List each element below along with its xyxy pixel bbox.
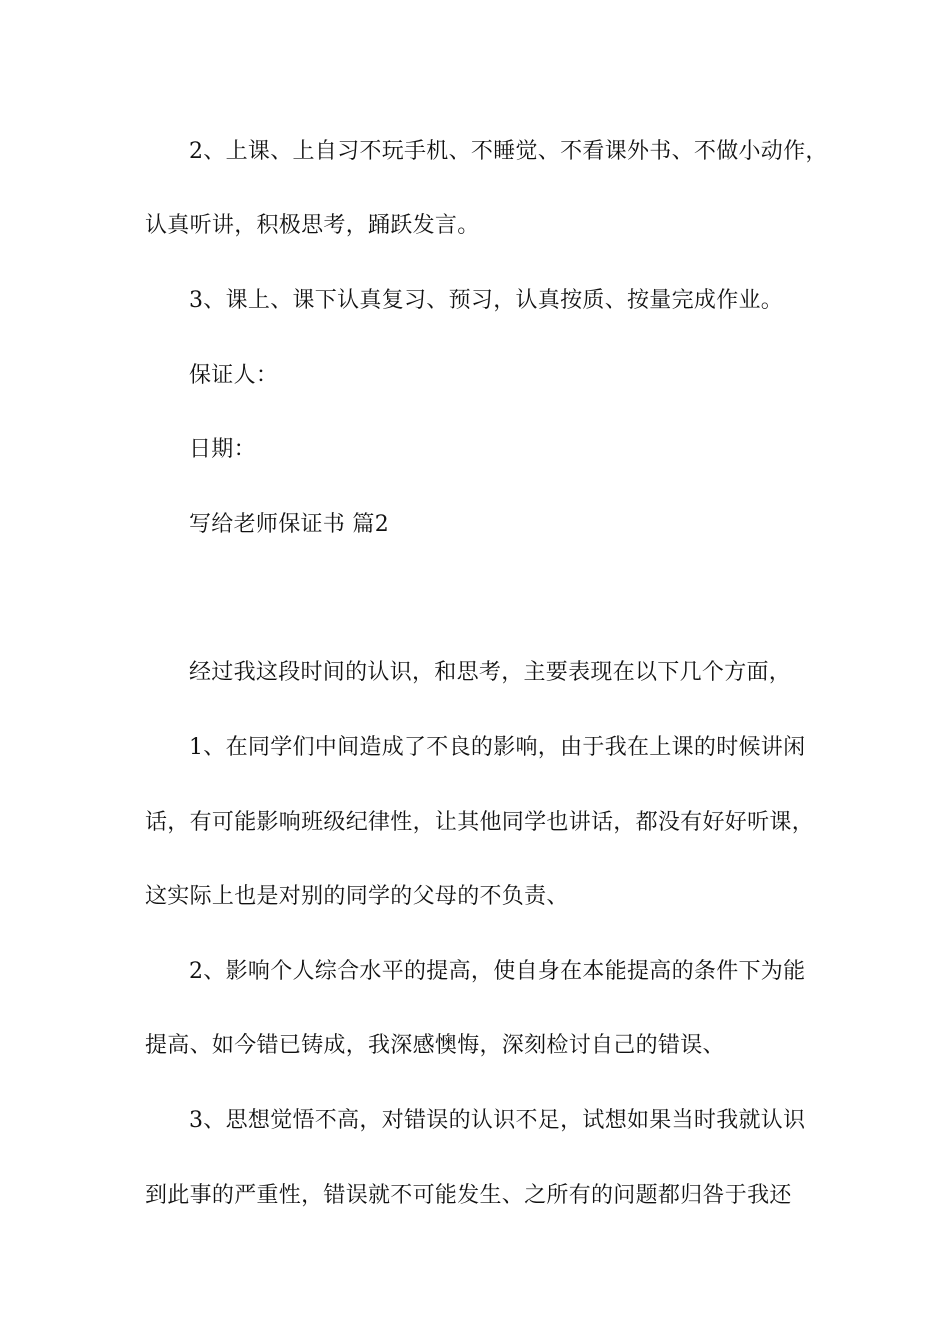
paragraph-line: 1、在同学们中间造成了不良的影响，由于我在上课的时候讲闲 [189, 735, 806, 760]
paragraph-line: 经过我这段时间的认识，和思考，主要表现在以下几个方面， [189, 660, 792, 685]
paragraph-line: 提高、如今错已铸成，我深感懊悔，深刻检讨自己的错误、 [145, 1033, 725, 1058]
paragraph-line: 3、课上、课下认真复习、预习，认真按质、按量完成作业。 [189, 288, 784, 313]
date-label: 日期： [189, 437, 256, 462]
paragraph-line: 2、影响个人综合水平的提高，使自身在本能提高的条件下为能 [189, 959, 806, 984]
paragraph-line: 认真听讲，积极思考，踊跃发言。 [145, 213, 480, 238]
paragraph-line: 到此事的严重性，错误就不可能发生、之所有的问题都归咎于我还 [145, 1183, 792, 1208]
paragraph-line: 这实际上也是对别的同学的父母的不负责、 [145, 884, 569, 909]
signatory-label: 保证人： [189, 363, 279, 388]
section-heading: 写给老师保证书 篇2 [189, 512, 389, 537]
paragraph-line: 3、思想觉悟不高，对错误的认识不足，试想如果当时我就认识 [189, 1108, 806, 1133]
paragraph-line: 话，有可能影响班级纪律性，让其他同学也讲话，都没有好好听课， [145, 810, 815, 835]
paragraph-line: 2、上课、上自习不玩手机、不睡觉、不看课外书、不做小动作， [189, 139, 828, 164]
